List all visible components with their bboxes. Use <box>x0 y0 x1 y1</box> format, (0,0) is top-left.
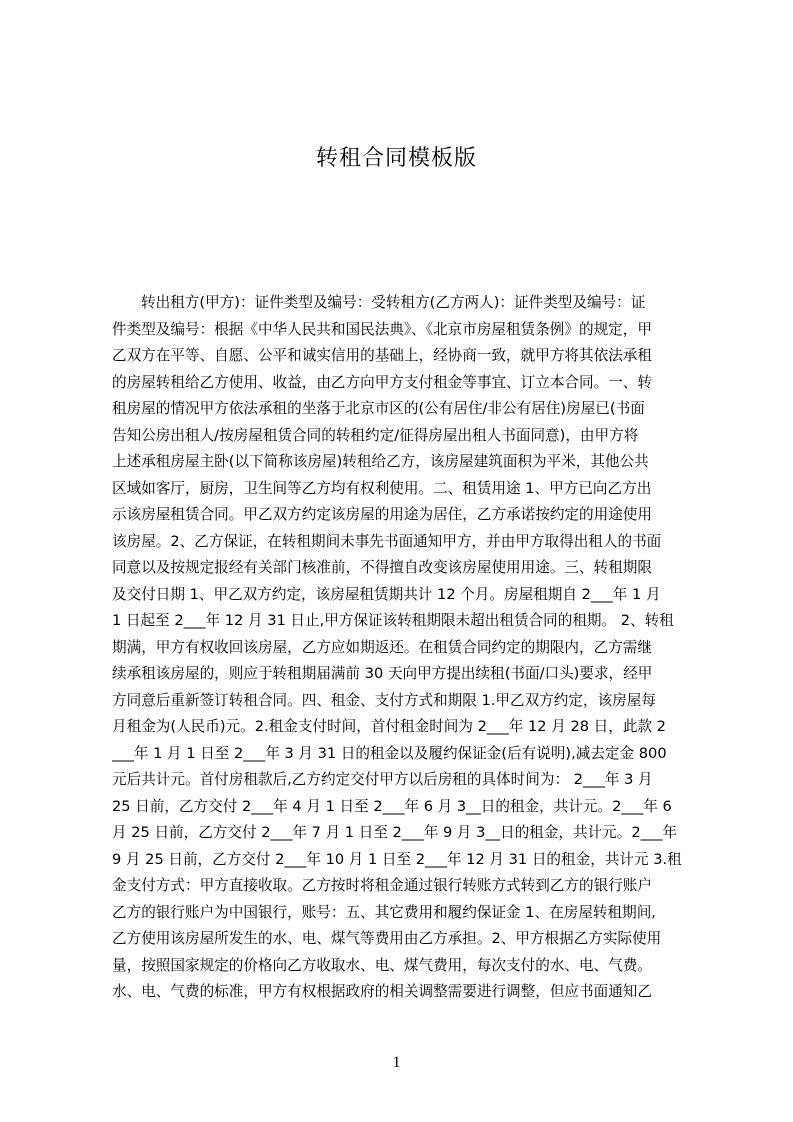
text-line: 乙方使用该房屋所发生的水、电、煤气等费用由乙方承担。2、甲方根据乙方实际使用 <box>112 930 662 947</box>
document-title: 转租合同模板版 <box>315 146 477 171</box>
page-number: 1 <box>392 1054 401 1071</box>
text-line: 元后共计元。首付房租款后,乙方约定交付甲方以后房租的具体时间为： 2___年 3 月 <box>112 771 653 788</box>
text-line: 乙方的银行账户为中国银行，账号：五、其它费用和履约保证金 1、在房屋转租期间, <box>112 903 656 921</box>
text-line: 租房屋的情况甲方依法承租的坐落于北京市区的(公有居住/非公有居住)房屋已(书面 <box>112 400 645 417</box>
text-line: 件类型及编号：根据《中华人民共和国民法典》、《北京市房屋租赁条例》的规定，甲 <box>112 320 652 338</box>
text-line: 乙双方在平等、自愿、公平和诚实信用的基础上，经协商一致，就甲方将其依法承租 <box>112 347 652 364</box>
text-line: 25 日前，乙方交付 2___年 4 月 1 日至 2___年 6 月 3__日的租金，共计元。2___年 6 <box>112 797 672 815</box>
text-line: ___年 1 月 1 日至 2___年 3 月 31 日的租金以及履约保证金(后有说明),减去定金 800 <box>112 744 667 762</box>
text-line: 金支付方式：甲方直接收取。乙方按时将租金通过银行转账方式转到乙方的银行账户 <box>112 877 652 894</box>
text-line: 及交付日期 1、甲乙双方约定，该房屋租赁期共计 12 个月。房屋租期自 2___年 1 月 <box>112 585 661 603</box>
text-line: 期满，甲方有权收回该房屋，乙方应如期返还。在租赁合同约定的期限内，乙方需继 <box>112 638 652 656</box>
text-line: 方同意后重新签订转租合同。四、租金、支付方式和期限 1.甲乙双方约定，该房屋每 <box>112 691 656 709</box>
text-line: 同意以及按规定报经有关部门核准前，不得擅自改变该房屋使用用途。三、转租期限 <box>112 559 652 576</box>
text-line: 转出租方(甲方)：证件类型及编号：受转租方(乙方两人)：证件类型及编号：证 <box>141 294 646 311</box>
text-line: 9 月 25 日前，乙方交付 2___年 10 月 1 日至 2___年 12 月 31 日的租金，共计元 3.租 <box>112 850 682 868</box>
document-body <box>112 290 701 1006</box>
text-line: 告知公房出租人/按房屋租赁合同的转租约定/征得房屋出租人书面同意)，由甲方将 <box>112 426 639 444</box>
text-line: 月 25 日前，乙方交付 2___年 7 月 1 日至 2___年 9 月 3__日的租金，共计元。2___年 <box>112 824 678 841</box>
text-line: 示该房屋租赁合同。甲乙双方约定该房屋的用途为居住，乙方承诺按约定的用途使用 <box>112 506 652 523</box>
text-line: 1 日起至 2___年 12 月 31 日止,甲方保证该转租期限未超出租赁合同的租期。 2、转租 <box>112 612 674 629</box>
text-line: 区域如客厅，厨房，卫生间等乙方均有权利使用。二、租赁用途 1、甲方已向乙方出 <box>112 479 652 497</box>
text-line: 月租金为(人民币)元。2.租金支付时间，首付租金时间为 2___年 12 月 28 日，此款 2 <box>112 718 666 735</box>
text-line: 续承租该房屋的，则应于转租期届满前 30 天向甲方提出续租(书面/口头)要求，经甲 <box>112 665 653 682</box>
text-line: 水、电、气费的标准，甲方有权根据政府的相关调整需要进行调整，但应书面通知乙 <box>112 983 652 1000</box>
text-line: 上述承租房屋主卧(以下简称该房屋)转租给乙方，该房屋建筑面积为平米，其他公共 <box>112 453 649 470</box>
text-line: 的房屋转租给乙方使用、收益，由乙方向甲方支付租金等事宜、订立本合同。一、转 <box>112 373 652 391</box>
text-line: 该房屋。2、乙方保证，在转租期间未事先书面通知甲方，并由甲方取得出租人的书面 <box>112 532 662 550</box>
text-line: 量，按照国家规定的价格向乙方收取水、电、煤气费用，每次支付的水、电、气费。 <box>112 956 652 974</box>
